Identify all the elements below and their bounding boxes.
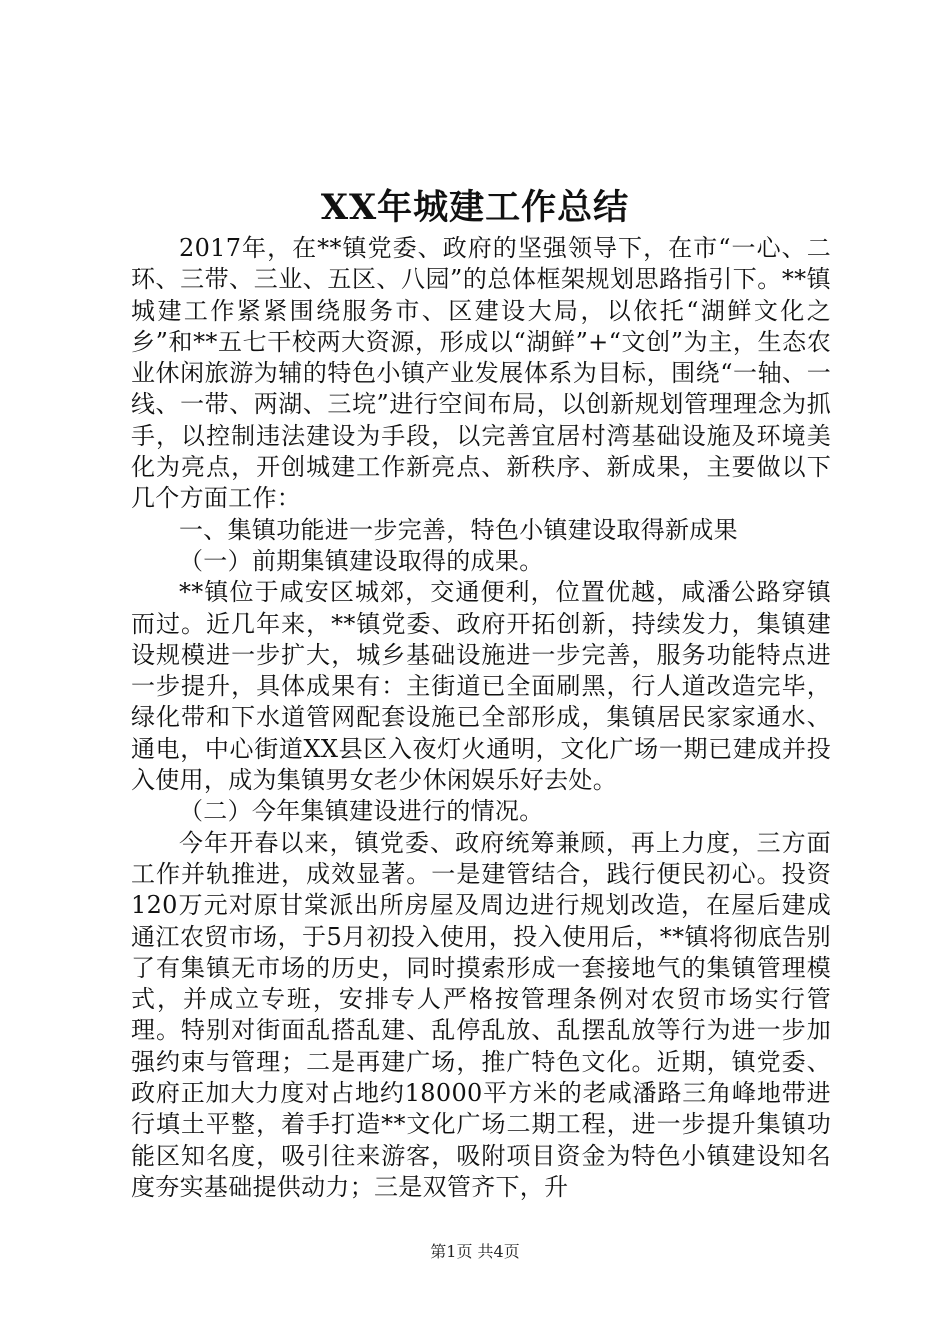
paragraph-this-year: 今年开春以来，镇党委、政府统筹兼顾，再上力度，三方面工作并轨推进，成效显著。一是建管结合，践行便民初心。投资120万元对原甘棠派出所房屋及周边进行规划改造，在屋后建成通江农贸市场，于5月初投入使用，投入使用后，**镇将彻底告别了有集镇无市场的历史，同时摸索形成一套接地气的集镇管理模式，并成立专班，安排专人严格按管理条例对农贸市场实行管理。特别对街面乱搭乱建、乱停乱放、乱摆乱放等行为进一步加强约束与管理；二是再建广场，推广特色文化。近期，镇党委、政府正加大力度对占地约18000平方米的老咸潘路三角峰地带进行填土平整，着手打造**文化广场二期工程，进一步提升集镇功能区知名度，吸引往来游客，吸附项目资金为特色小镇建设知名度夯实基础提供动力；三是双管齐下，升 — [131, 828, 831, 1201]
heading-section-1: 一、集镇功能进一步完善，特色小镇建设取得新成果 — [179, 515, 738, 544]
document-body — [131, 233, 831, 1203]
subheading-1: （一）前期集镇建设取得的成果。 — [179, 546, 544, 575]
document-title: XX年城建工作总结 — [320, 187, 630, 228]
subheading-2: （二）今年集镇建设进行的情况。 — [179, 797, 544, 826]
paragraph-intro: 2017年，在**镇党委、政府的坚强领导下，在市“一心、二环、三带、三业、五区、八园”的总体框架规划思路指引下。**镇城建工作紧紧围绕服务市、区建设大局，以依托“湖鲜文化之乡”和**五七干校两大资源，形成以“湖鲜”+“文创”为主，生态农业休闲旅游为辅的特色小镇产业发展体系为目标，围绕“一轴、一线、一带、两湖、三垸”进行空间布局，以创新规划管理理念为抓手，以控制违法建设为手段，以完善宜居村湾基础设施及环境美化为亮点，开创城建工作新亮点、新秩序、新成果，主要做以下几个方面工作： — [131, 234, 831, 513]
page-footer: 第1页 共4页 — [430, 1242, 520, 1261]
paragraph-earlier-results: **镇位于咸安区城郊，交通便利，位置优越，咸潘公路穿镇而过。近几年来，**镇党委、政府开拓创新，持续发力，集镇建设规模进一步扩大，城乡基础设施进一步完善，服务功能特点进一步提升，具体成果有：主街道已全面刷黑，行人道改造完毕，绿化带和下水道管网配套设施已全部形成，集镇居民家家通水、通电，中心街道XX县区入夜灯火通明，文化广场一期已建成并投入使用，成为集镇男女老少休闲娱乐好去处。 — [131, 578, 831, 795]
